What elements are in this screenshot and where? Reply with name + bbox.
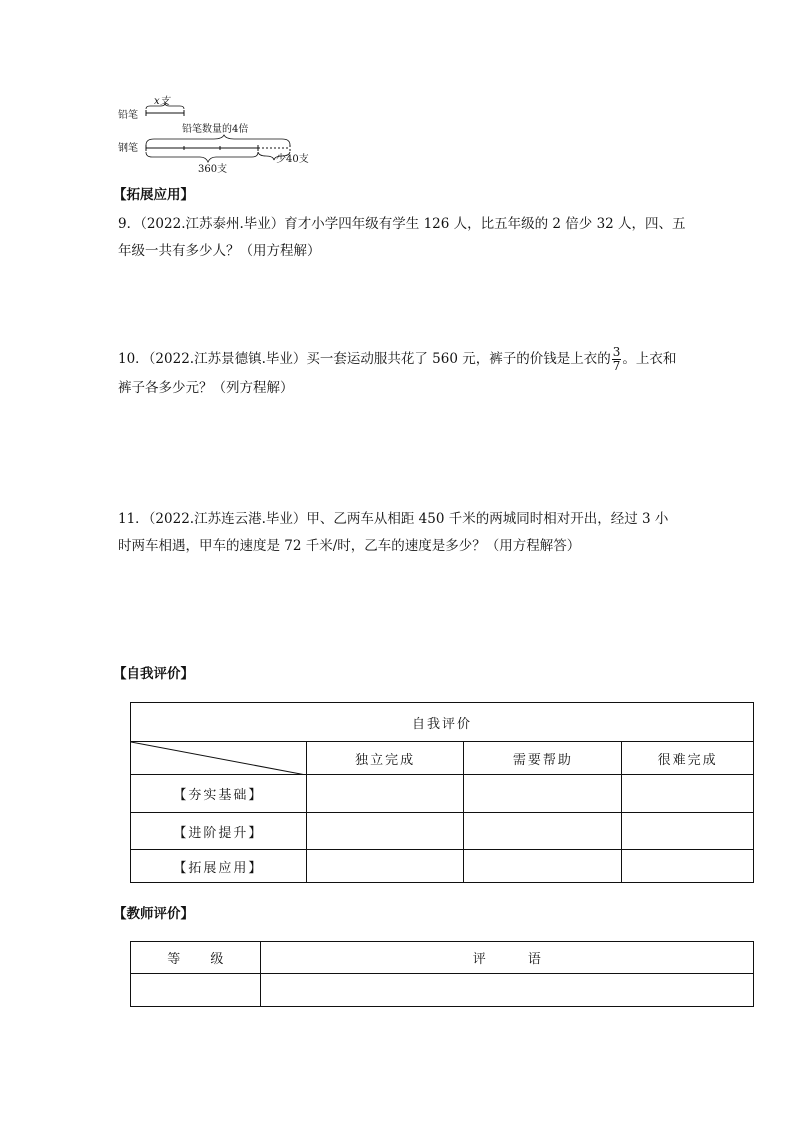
- pen-top-brace: [146, 135, 290, 145]
- cell-basics-need-help[interactable]: [464, 775, 622, 813]
- section-heading-expand: 【拓展应用】: [113, 187, 194, 203]
- row-label-basics: 【夯实基础】: [131, 775, 307, 813]
- pencil-segment: [146, 110, 184, 116]
- self-eval-header-row: [131, 742, 754, 775]
- question-10-line1: [118, 343, 676, 375]
- question-10-prefix: 10．（2022.江苏景德镇.毕业）买一套运动服共花了 560 元，裤子的价钱是上衣的: [118, 351, 611, 367]
- question-10-suffix: 。上衣和: [622, 351, 677, 367]
- pen-segment: [146, 145, 258, 151]
- pencil-label: 铅笔: [118, 110, 138, 121]
- cell-comment[interactable]: [260, 974, 753, 1007]
- col-grade: 等 级: [131, 942, 261, 974]
- diagonal-header-cell: [131, 742, 307, 775]
- question-11-line2: 时两车相遇，甲车的速度是 72 千米/时，乙车的速度是多少？（用方程解答）: [118, 538, 581, 554]
- cell-expand-independent[interactable]: [306, 850, 464, 883]
- pen-top-label: 铅笔数量的4倍: [182, 124, 249, 135]
- self-eval-title-row: [131, 703, 754, 742]
- cell-advanced-independent[interactable]: [306, 813, 464, 850]
- teacher-eval-heading: 【教师评价】: [113, 906, 194, 922]
- cell-basics-hard[interactable]: [622, 775, 754, 813]
- question-9-line2: 年级一共有多少人？（用方程解）: [118, 243, 321, 259]
- question-11: [118, 506, 668, 560]
- col-need-help: 需要帮助: [464, 742, 622, 775]
- self-eval-heading: 【自我评价】: [113, 666, 194, 682]
- question-9: [118, 211, 686, 265]
- row-label-expand: 【拓展应用】: [131, 850, 307, 883]
- self-eval-table: [130, 702, 754, 883]
- pen-label: 钢笔: [118, 143, 138, 154]
- self-eval-table-title: 自我评价: [131, 703, 754, 742]
- pen-bottom-brace: [146, 152, 258, 162]
- pencil-value: x支: [154, 96, 170, 107]
- col-hard: 很难完成: [622, 742, 754, 775]
- teacher-eval-table: [130, 941, 754, 1007]
- table-row: [131, 775, 754, 813]
- cell-advanced-need-help[interactable]: [464, 813, 622, 850]
- row-label-advanced: 【进阶提升】: [131, 813, 307, 850]
- diagonal-line: [131, 742, 306, 775]
- col-comment: 评 语: [260, 942, 753, 974]
- table-row: [131, 850, 754, 883]
- cell-advanced-hard[interactable]: [622, 813, 754, 850]
- line-segment-diagram: [118, 92, 318, 174]
- question-9-line1: 9．（2022.江苏泰州.毕业）育才小学四年级有学生 126 人，比五年级的 2 倍少 32 人，四、五: [118, 216, 686, 232]
- fraction-numerator: 3: [612, 345, 621, 359]
- cell-grade[interactable]: [131, 974, 261, 1007]
- col-independent: 独立完成: [306, 742, 464, 775]
- question-10-line2: 裤子各多少元？（列方程解）: [118, 380, 294, 396]
- fraction-three-sevenths: [612, 346, 622, 373]
- teacher-eval-header-row: [131, 942, 754, 974]
- question-11-line1: 11．（2022.江苏连云港.毕业）甲、乙两车从相距 450 千米的两城同时相对开出，经过 3 小: [118, 511, 669, 527]
- table-row: [131, 974, 754, 1007]
- pen-short: 少40支: [276, 154, 309, 165]
- cell-expand-need-help[interactable]: [464, 850, 622, 883]
- table-row: [131, 813, 754, 850]
- cell-expand-hard[interactable]: [622, 850, 754, 883]
- question-10: [118, 343, 676, 402]
- cell-basics-independent[interactable]: [306, 775, 464, 813]
- pen-dashed-extension: [258, 145, 290, 151]
- pen-total: 360支: [198, 164, 228, 174]
- fraction-denominator: 7: [612, 359, 621, 373]
